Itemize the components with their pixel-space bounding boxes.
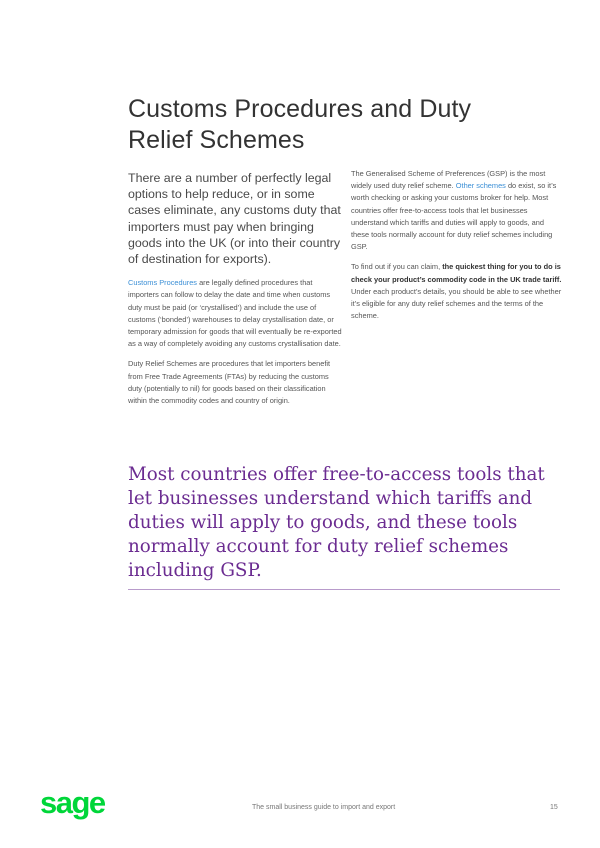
title-line-1: Customs Procedures and Duty (128, 95, 472, 123)
other-schemes-link[interactable]: Other schemes (455, 181, 506, 191)
page-title (128, 94, 548, 156)
left-column (128, 170, 342, 415)
pull-quote: Most countries offer free-to-access tools that let businesses understand which tariffs and duties will apply to goods, and these tools normally account for duty relief schemes including GSP. (128, 463, 560, 590)
customs-procedures-text: are legally defined procedures that importers can follow to delay the date and time when customs duty must be paid (or ‘crystallised’) and include the use of customs (‘bonded’) warehouses to delay crystallisation date, or temporary admission for goods that will eventually be re-exported as a way of completely avoiding any customs crystallisation date. (128, 278, 342, 349)
tariff-bold-text: the quickest thing for you to do is check your product’s commodity code in the UK trade tariff. (351, 262, 562, 284)
customs-procedures-link[interactable]: Customs Procedures (128, 278, 198, 288)
duty-relief-paragraph: Duty Relief Schemes are procedures that let importers benefit from Free Trade Agreements (FTAs) by reducing the customs duty (potentially to nil) for goods based on their classification within the commodity codes and country of origin. (128, 359, 331, 406)
tariff-text-b: Under each product’s details, you should be able to see whether it’s eligible for any duty relief schemes and the terms of the scheme. (351, 286, 562, 321)
footer-title: The small business guide to import and export (252, 804, 396, 811)
title-line-2: Relief Schemes (128, 126, 305, 154)
gsp-text-b: do exist, so it’s worth checking or asking your customs broker for help. Most countries offer free-to-access tools that let businesses understand which tariffs and duties will apply to goods, and these tools normally account for duty relief schemes including GSP. (351, 181, 557, 252)
tariff-text-a: To find out if you can claim, (351, 262, 443, 272)
gsp-text-a: The Generalised Scheme of Preferences (GSP) is the most widely used duty relief scheme. (351, 169, 546, 191)
trade-tariff-paragraph (351, 261, 563, 322)
page-number: 15 (550, 804, 558, 811)
right-column (351, 168, 563, 330)
gsp-paragraph (351, 168, 563, 253)
intro-paragraph: There are a number of perfectly legal options to help reduce, or in some cases eliminate, any customs duty that importers must pay when bringing goods into the UK (or into their country of destination for exports). (128, 171, 341, 267)
sage-logo: sage (40, 785, 105, 820)
customs-procedures-paragraph (128, 277, 342, 350)
